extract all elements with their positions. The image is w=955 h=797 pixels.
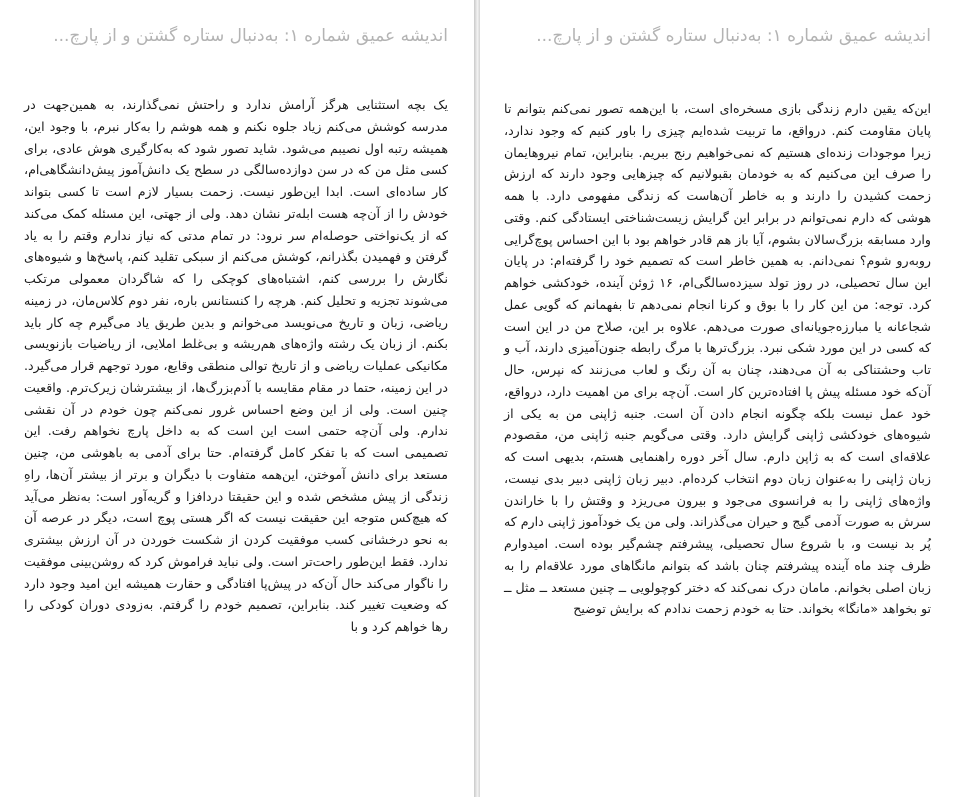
- left-running-head: اندیشه عمیق شماره ۱: به‌دنبال ستاره گشتن و از پارچ...: [53, 26, 448, 46]
- right-page[interactable]: [480, 0, 955, 797]
- right-page-body: این‌که یقین دارم زندگی بازی مسخره‌ای است، با این‌همه تصور نمی‌کنم بتوانم تا پایان مقاومت کنم. درواقع، ما تربیت شده‌ایم چیزی را باور کنیم که وجود ندارد، زیرا موجودات زنده‌ای هستیم که نمی‌خواهیم رنج ببریم. بنابراین، تمام نیروهایمان را صرف این می‌کنیم که به خودمان بقبولانیم که چیزهایی وجود دارند که ارزش زحمت کشیدن را دارند و به خاطر آن‌هاست که زندگی مفهومی دارد. با همه هوشی که دارم نمی‌توانم در برابر این گرایش زیست‌شناختی ایستادگی کنم. وقتی وارد مسابقه بزرگ‌سالان بشوم، آیا باز هم قادر خواهم بود با این احساس پوچ‌گرایی روبه‌رو شوم؟ نمی‌دانم. به همین خاطر است که تصمیم خود را گرفته‌ام: در پایان این سال تحصیلی، در روز تولد سیزده‌سالگی‌ام، ۱۶ ژوئن آینده، خودکشی خواهم کرد. توجه: من این کار را با بوق و کرنا انجام نمی‌دهم تا بفهمانم که گویی عمل شجاعانه یا مبارزه‌جویانه‌ای صورت می‌دهم. علاوه بر این، صلاح من در این است که کسی در این مورد شکی نبرد. بزرگ‌ترها با مرگ رابطه جنون‌آمیزی دارند، آب و تاب وحشتناکی به آن می‌دهند، چنان به آن رنگ و لعاب می‌زنند که نپرس، حال آن‌که خود مسئله پیش پا افتاده‌ترین کار است. آن‌چه برای من اهمیت دارد، درواقع، خود عمل نیست بلکه چگونه انجام دادن آن است. جنبه ژاپنی من به یکی از شیوه‌های خودکشی ژاپنی گرایش دارد. وقتی می‌گویم جنبه ژاپنی من، مقصودم علاقه‌ای است که به ژاپن دارم. سال آخر دوره راهنمایی هستم، بدیهی است که زبان ژاپنی را به‌عنوان زبان دوم انتخاب کرده‌ام. دبیر زبان ژاپنی دبیر بدی نیست، واژه‌های ژاپنی را به فرانسوی می‌جود و بیرون می‌ریزد و وقتش را با خاراندن سرش به صورت آدمی گیج و حیران می‌گذراند. ولی من یک خودآموز ژاپنی دارم که پُر بد نیست و، با شروع سال تحصیلی، پیشرفتم چشم‌گیر بوده است. امیدوارم ظرف چند ماه آینده پیشرفتم چنان باشد که بتوانم مانگاهای مورد علاقه‌ام را به زبان اصلی بخوانم. مامان درک نمی‌کند که دختر کوچولویی ــ چنین مستعد ــ مثل ــ تو بخواهد «مانگا» بخواند. حتا به خودم زحمت ندادم که برایش توضیح: [503, 101, 931, 617]
- left-page[interactable]: [0, 0, 474, 797]
- right-running-head: اندیشه عمیق شماره ۱: به‌دنبال ستاره گشتن و از پارچ...: [536, 26, 931, 46]
- left-page-body: یک بچه استثنایی هرگز آرامش ندارد و راحتش نمی‌گذارند، به همین‌جهت در مدرسه کوشش می‌کنم زیاد جلوه نکنم و همه هوشم را به‌کار نبرم، با وجود این، همیشه رتبه اول نصیبم می‌شود. شاید تصور شود که به‌کارگیری هوش عادی، برای کسی مثل من که در سن دوازده‌سالگی در سطح یک دانش‌آموز پیش‌دانشگاهی‌ام، کار ساده‌ای است. ابدا این‌طور نیست. زحمت بسیار لازم است تا کسی بتواند خودش را از آن‌چه هست ابله‌تر نشان دهد. ولی از جهتی، این مسئله کمک می‌کند که از یک‌نواختی حوصله‌ام سر نرود: در تمام مدتی که نیاز ندارم وقتم را به یاد گرفتن و فهمیدن بگذرانم، کوشش می‌کنم از سبکی تقلید کنم، پاسخ‌ها و شیوه‌های نگارش را بررسی کنم، اشتباه‌های کوچکی را که شاگردان معمولی مرتکب می‌شوند تجزیه و تحلیل کنم. هرچه را کنستانس باره، نفر دوم کلاس‌مان، در زمینه ریاضی، زبان و تاریخ می‌نویسد می‌خوانم و بدین طریق یاد می‌گیرم چه کار باید بکنم. از زبان یک رشته واژه‌های هم‌ریشه و بی‌غلط املایی، از ریاضیات بازنویسی مکانیکی عملیات ریاضی و از تاریخ توالی منطقی وقایع، مورد توجهم قرار می‌گیرد. در این زمینه، حتما در مقام مقایسه با آدم‌بزرگ‌ها، از بیشترشان زیرک‌ترم. واقعیت چنین است. ولی از این وضع احساس غرور نمی‌کنم چون خودم در آن نقشی ندارم. ولی آن‌چه حتمی است این است که به داخل پارچ نخواهم رفت. این تصمیمی است که با تفکر کامل گرفته‌ام. حتا برای آدمی به باهوشی من، چنین مستعد برای دانش آموختن، این‌همه متفاوت با دیگران و برتر از بیشتر آن‌ها، راهِ زندگی از پیش مشخص شده و این حقیقتا دردافزا و گریه‌آور است: به‌نظر می‌آید که هیچ‌کس متوجه این حقیقت نیست که اگر هستی پوچ است، دیگر در عرصه آن به نحو درخشانی کسب موفقیت کردن از شکست خوردن در آن ارزش بیشتری ندارد. فقط این‌طور راحت‌تر است. ولی نباید فراموش کرد که روشن‌بینی موفقیت را ناگوار می‌کند حال آن‌که در پیش‌پا افتادگی و حقارت همیشه این امید وجود دارد که وضعیت تغییر کند. بنابراین، تصمیم خودم را گرفتم. به‌زودی دوران کودکی را رها خواهم کرد و با: [24, 97, 448, 634]
